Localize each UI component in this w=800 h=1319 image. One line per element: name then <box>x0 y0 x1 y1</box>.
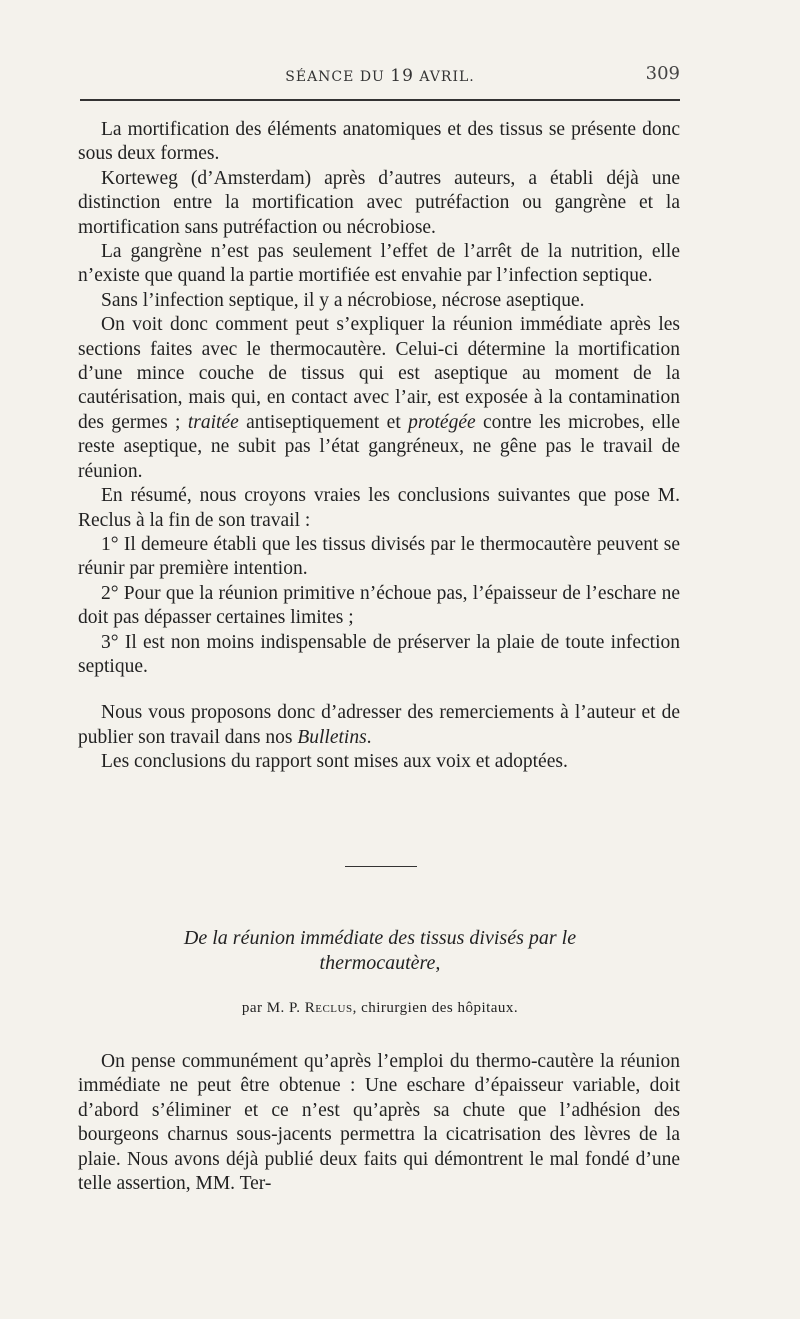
conclusion-text: Pour que la réunion primitive n’échoue pas, l’épaisseur de l’eschare ne doit pas dépasser certaines limites ; <box>78 582 680 629</box>
paragraph: Korteweg (d’Amsterdam) après d’autres auteurs, a établi déjà une distinction entre la mortification avec putréfaction ou gangrène et la mortification sans putréfaction ou nécrobiose. <box>78 167 680 238</box>
paragraph: Sans l’infection septique, il y a nécrobiose, nécrose aseptique. <box>101 289 585 311</box>
text-run: antiseptiquement et <box>238 411 409 433</box>
text-run: On voit donc comment peut s’expliquer la réunion immédiate après les sections faites avec le thermocautère. Celui-ci détermine la mortification d’une mince couche de tissus qui est aseptique au moment de la cautérisation, mais qui, en contact avec l’air, est exposée à la contamination des germes ; <box>78 314 680 433</box>
text-run: Nous vous proposons donc d’adresser des remerciements à l’auteur et de publier son travail dans nos <box>78 702 680 748</box>
conclusion-item <box>78 582 680 631</box>
article-title-line: thermocautère, <box>319 952 441 974</box>
running-title-suffix: AVRIL. <box>413 69 475 85</box>
byline-author: Reclus <box>304 1000 353 1016</box>
italic-run: Bulletins <box>297 726 367 748</box>
paragraph <box>78 701 680 750</box>
conclusion-item <box>78 631 680 680</box>
article-title-line: De la réunion immédiate des tissus divisés par le <box>183 927 577 949</box>
conclusion-number: 1° <box>101 533 119 555</box>
byline <box>80 1000 680 1017</box>
byline-prefix: par M. P. <box>241 1000 305 1016</box>
italic-run: protégée <box>408 411 476 433</box>
byline-suffix: , chirurgien des hôpitaux. <box>352 1000 519 1016</box>
report-body <box>78 118 680 775</box>
spacer <box>78 679 680 701</box>
conclusion-item <box>78 533 680 582</box>
conclusion-number: 3° <box>101 631 119 653</box>
article-title <box>110 926 650 976</box>
article-body <box>78 1050 680 1196</box>
paragraph: On pense communément qu’après l’emploi du thermo-cautère la réunion immédiate ne peut être obtenue : Une eschare d’épaisseur variable, doit d’abord s’éliminer et ce n’est qu’après sa chute que l’adhésion des bourgeons charnus sous-jacents permettra la cicatrisation des lèvres de la plaie. Nous avons déjà publié deux faits qui démontrent le mal fondé d’une telle assertion, MM. Ter- <box>78 1051 680 1195</box>
text-run: contre les microbes, elle reste aseptique, ne subit pas l’état gangréneux, ne gêne pas le travail de réunion. <box>78 411 680 482</box>
conclusion-text: Il est non moins indispensable de préserver la plaie de toute infection septique. <box>78 631 680 677</box>
conclusion-number: 2° <box>101 582 119 604</box>
running-header <box>80 63 680 88</box>
running-title-prefix: SÉANCE DU <box>285 69 391 85</box>
section-separator <box>345 866 417 867</box>
paragraph: La mortification des éléments anatomiques et des tissus se présente donc sous deux formes. <box>78 119 680 165</box>
page-number: 309 <box>645 63 680 84</box>
paragraph: Les conclusions du rapport sont mises aux voix et adoptées. <box>101 751 568 773</box>
text-run: . <box>366 726 372 748</box>
header-rule <box>80 99 680 101</box>
running-title-day: 19 <box>390 66 414 86</box>
running-title <box>80 66 680 86</box>
paragraph <box>78 313 680 484</box>
paragraph: La gangrène n’est pas seulement l’effet de l’arrêt de la nutrition, elle n’existe que quand la partie mortifiée est envahie par l’infection septique. <box>78 241 680 287</box>
paragraph: En résumé, nous croyons vraies les conclusions suivantes que pose M. Reclus à la fin de son travail : <box>78 485 680 531</box>
conclusion-text: Il demeure établi que les tissus divisés par le thermocautère peuvent se réunir par première intention. <box>78 533 680 580</box>
italic-run: traitée <box>187 411 239 433</box>
